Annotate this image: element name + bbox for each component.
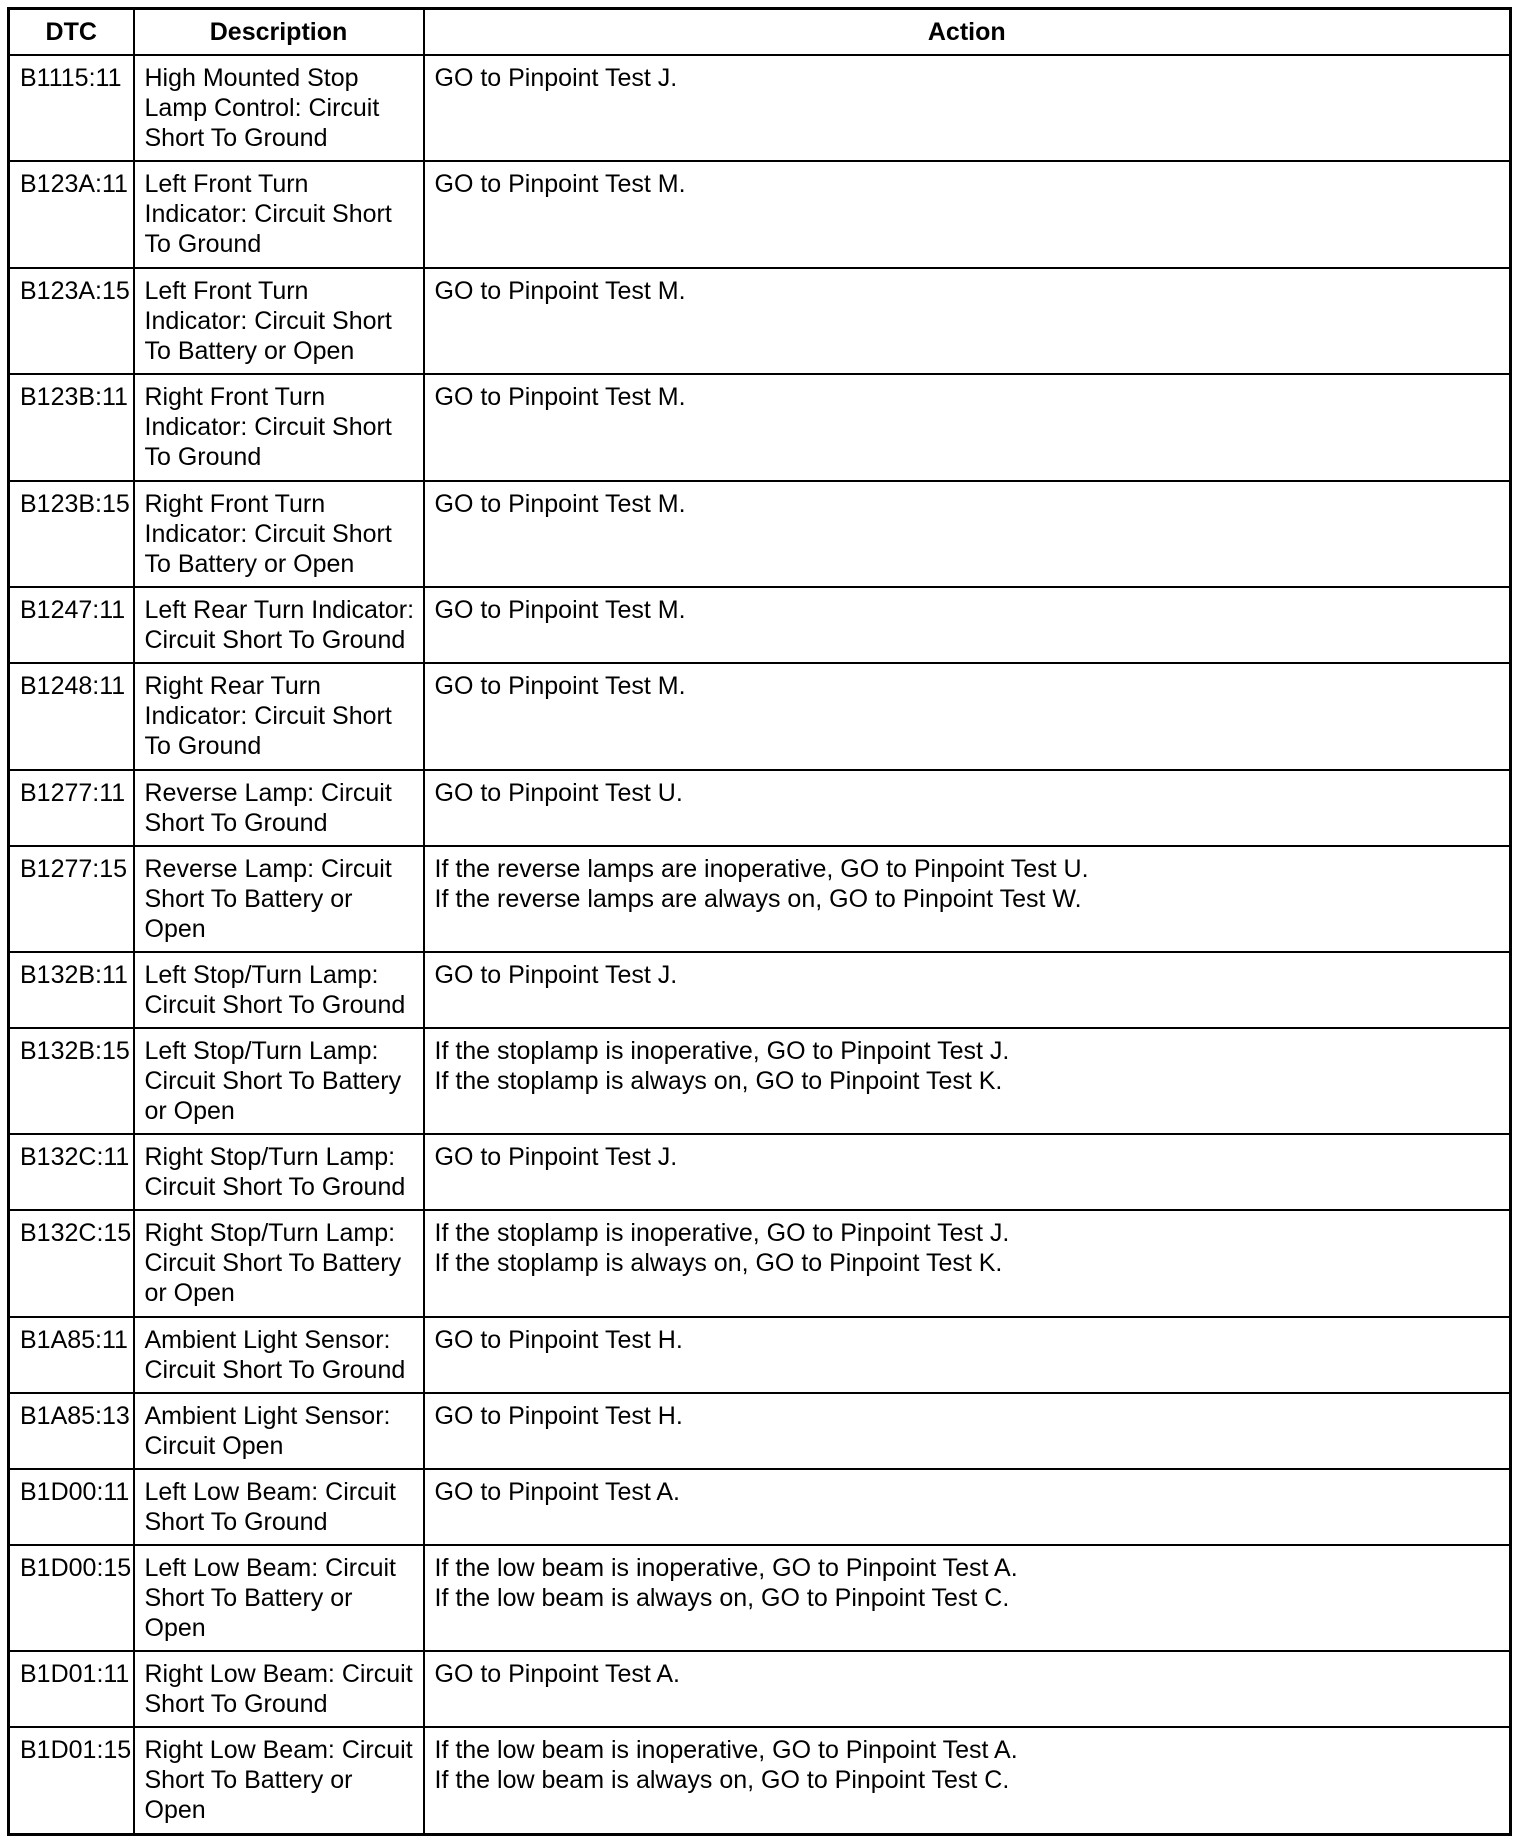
dtc-description: Left Low Beam: Circuit Short To Ground bbox=[134, 1469, 424, 1545]
dtc-action bbox=[424, 846, 1511, 952]
table-row bbox=[9, 1028, 1511, 1134]
dtc-action bbox=[424, 268, 1511, 374]
table-row bbox=[9, 663, 1511, 769]
dtc-description: Right Stop/Turn Lamp: Circuit Short To Ground bbox=[134, 1134, 424, 1210]
action-line: GO to Pinpoint Test M. bbox=[434, 489, 686, 518]
dtc-description: Ambient Light Sensor: Circuit Open bbox=[134, 1393, 424, 1469]
action-line: GO to Pinpoint Test M. bbox=[434, 383, 686, 412]
action-line: GO to Pinpoint Test M. bbox=[434, 672, 686, 701]
dtc-code: B1D00:15 bbox=[9, 1545, 134, 1651]
action-line: GO to Pinpoint Test M. bbox=[434, 596, 686, 625]
action-line: GO to Pinpoint Test J. bbox=[434, 960, 678, 989]
table-body bbox=[9, 55, 1511, 1835]
dtc-action bbox=[424, 663, 1511, 769]
dtc-description: Right Front Turn Indicator: Circuit Short To Ground bbox=[134, 374, 424, 480]
dtc-action bbox=[424, 587, 1511, 663]
header-description: Description bbox=[134, 9, 424, 56]
action-line: If the low beam is inoperative, GO to Pinpoint Test A. bbox=[434, 1736, 1018, 1765]
table-row bbox=[9, 268, 1511, 374]
action-line: If the stoplamp is always on, GO to Pinpoint Test K. bbox=[434, 1067, 1003, 1095]
dtc-description: Right Low Beam: Circuit Short To Ground bbox=[134, 1651, 424, 1727]
table-row bbox=[9, 1651, 1511, 1727]
dtc-action bbox=[424, 1727, 1511, 1834]
dtc-action bbox=[424, 161, 1511, 267]
dtc-description: Right Front Turn Indicator: Circuit Short To Battery or Open bbox=[134, 481, 424, 587]
action-line: If the low beam is always on, GO to Pinpoint Test C. bbox=[434, 1583, 1010, 1612]
dtc-code: B1D01:15 bbox=[9, 1727, 134, 1834]
dtc-description: Reverse Lamp: Circuit Short To Ground bbox=[134, 770, 424, 846]
dtc-code: B1115:11 bbox=[9, 55, 134, 161]
dtc-action bbox=[424, 55, 1511, 161]
dtc-code: B132C:11 bbox=[9, 1134, 134, 1210]
table-row bbox=[9, 161, 1511, 267]
dtc-action bbox=[424, 1317, 1511, 1393]
dtc-action bbox=[424, 1028, 1511, 1134]
table-row bbox=[9, 1210, 1511, 1316]
dtc-code: B123A:11 bbox=[9, 161, 134, 267]
dtc-description: Left Front Turn Indicator: Circuit Short To Battery or Open bbox=[134, 268, 424, 374]
action-line: If the low beam is inoperative, GO to Pinpoint Test A. bbox=[434, 1553, 1018, 1582]
dtc-description: Right Rear Turn Indicator: Circuit Short To Ground bbox=[134, 663, 424, 769]
table-header bbox=[9, 9, 1511, 56]
dtc-code: B1D00:11 bbox=[9, 1469, 134, 1545]
dtc-action bbox=[424, 1545, 1511, 1651]
dtc-description: Left Stop/Turn Lamp: Circuit Short To Battery or Open bbox=[134, 1028, 424, 1134]
dtc-description: High Mounted Stop Lamp Control: Circuit Short To Ground bbox=[134, 55, 424, 161]
action-line: GO to Pinpoint Test H. bbox=[434, 1401, 683, 1430]
table-row bbox=[9, 1134, 1511, 1210]
table-row bbox=[9, 55, 1511, 161]
action-line: GO to Pinpoint Test A. bbox=[434, 1660, 681, 1689]
dtc-code: B1248:11 bbox=[9, 663, 134, 769]
table-row bbox=[9, 481, 1511, 587]
action-line: GO to Pinpoint Test A. bbox=[434, 1477, 681, 1506]
dtc-description: Left Stop/Turn Lamp: Circuit Short To Ground bbox=[134, 952, 424, 1028]
action-line: GO to Pinpoint Test M. bbox=[434, 170, 686, 199]
action-line: If the stoplamp is inoperative, GO to Pinpoint Test J. bbox=[434, 1037, 1010, 1065]
action-line: If the stoplamp is inoperative, GO to Pinpoint Test J. bbox=[434, 1219, 1010, 1248]
dtc-description: Right Low Beam: Circuit Short To Battery or Open bbox=[134, 1727, 424, 1834]
header-dtc: DTC bbox=[9, 9, 134, 56]
table-row bbox=[9, 770, 1511, 846]
dtc-action bbox=[424, 1134, 1511, 1210]
dtc-description: Right Stop/Turn Lamp: Circuit Short To Battery or Open bbox=[134, 1210, 424, 1316]
dtc-code: B1277:11 bbox=[9, 770, 134, 846]
table-row bbox=[9, 1317, 1511, 1393]
dtc-code: B1D01:11 bbox=[9, 1651, 134, 1727]
action-line: GO to Pinpoint Test U. bbox=[434, 778, 683, 807]
dtc-description: Left Low Beam: Circuit Short To Battery or Open bbox=[134, 1545, 424, 1651]
dtc-description: Left Front Turn Indicator: Circuit Short To Ground bbox=[134, 161, 424, 267]
dtc-action bbox=[424, 770, 1511, 846]
action-line: GO to Pinpoint Test M. bbox=[434, 276, 686, 305]
dtc-description: Left Rear Turn Indicator: Circuit Short To Ground bbox=[134, 587, 424, 663]
table-row bbox=[9, 952, 1511, 1028]
table-row bbox=[9, 1393, 1511, 1469]
dtc-code: B132B:15 bbox=[9, 1028, 134, 1134]
table-row bbox=[9, 1545, 1511, 1651]
dtc-action bbox=[424, 1651, 1511, 1727]
dtc-code: B123B:15 bbox=[9, 481, 134, 587]
dtc-action bbox=[424, 1469, 1511, 1545]
action-line: GO to Pinpoint Test J. bbox=[434, 64, 678, 92]
table-row bbox=[9, 587, 1511, 663]
dtc-action bbox=[424, 374, 1511, 480]
dtc-code: B123B:11 bbox=[9, 374, 134, 480]
table-row bbox=[9, 374, 1511, 480]
dtc-description: Reverse Lamp: Circuit Short To Battery or Open bbox=[134, 846, 424, 952]
table-row bbox=[9, 846, 1511, 952]
dtc-code: B1A85:11 bbox=[9, 1317, 134, 1393]
dtc-action bbox=[424, 1393, 1511, 1469]
dtc-code: B1277:15 bbox=[9, 846, 134, 952]
action-line: If the reverse lamps are inoperative, GO to Pinpoint Test U. bbox=[434, 854, 1089, 883]
header-action: Action bbox=[424, 9, 1511, 56]
dtc-code: B123A:15 bbox=[9, 268, 134, 374]
action-line: GO to Pinpoint Test J. bbox=[434, 1143, 678, 1172]
table-row bbox=[9, 1727, 1511, 1834]
header-row bbox=[9, 9, 1511, 56]
dtc-code: B1A85:13 bbox=[9, 1393, 134, 1469]
dtc-table bbox=[7, 7, 1512, 1836]
dtc-action bbox=[424, 1210, 1511, 1316]
dtc-description: Ambient Light Sensor: Circuit Short To Ground bbox=[134, 1317, 424, 1393]
dtc-code: B1247:11 bbox=[9, 587, 134, 663]
action-line: GO to Pinpoint Test H. bbox=[434, 1325, 683, 1354]
dtc-action bbox=[424, 952, 1511, 1028]
action-line: If the reverse lamps are always on, GO to Pinpoint Test W. bbox=[434, 884, 1082, 913]
dtc-action bbox=[424, 481, 1511, 587]
table-row bbox=[9, 1469, 1511, 1545]
dtc-code: B132C:15 bbox=[9, 1210, 134, 1316]
action-line: If the stoplamp is always on, GO to Pinpoint Test K. bbox=[434, 1249, 1003, 1278]
action-line: If the low beam is always on, GO to Pinpoint Test C. bbox=[434, 1766, 1010, 1795]
dtc-code: B132B:11 bbox=[9, 952, 134, 1028]
